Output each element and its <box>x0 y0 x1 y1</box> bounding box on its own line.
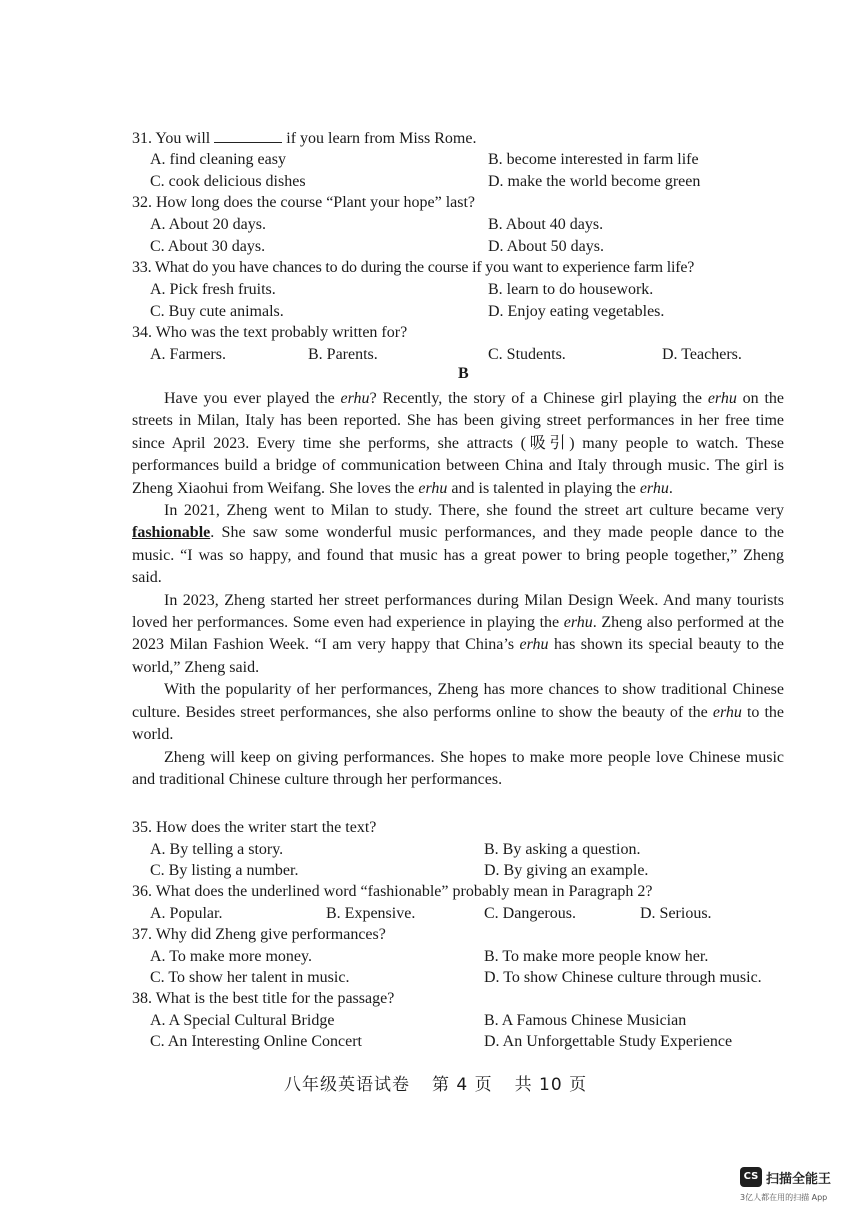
total-pages: 共 10 页 <box>514 1075 588 1095</box>
option-c: C. Students. <box>488 346 566 363</box>
watermark-tagline: 3亿人都在用的扫描 App <box>740 1193 828 1202</box>
question-31 <box>132 128 476 149</box>
page-footer <box>284 1070 609 1095</box>
option-c: C. Dangerous. <box>484 905 576 922</box>
paragraph-5: Zheng will keep on giving performances. She hopes to make more people love Chinese music and traditional Chinese culture through her performances. <box>132 748 784 788</box>
camscanner-logo-icon: CS <box>740 1167 762 1187</box>
paragraph-3: In 2023, Zheng started her street performances during Milan Design Week. And many tourists loved her performances. Some even had experience in playing the erhu. Zheng also performed at the 2023 Milan Fashion Week. “I am very happy that China’s erhu has shown its special beauty to the world,” Zheng said. <box>132 591 784 676</box>
option-c: C. Buy cute animals. <box>150 303 284 320</box>
question-stem-end: if you learn from Miss Rome. <box>286 130 477 147</box>
question-33: 33. What do you have chances to do during the course if you want to experience farm life? <box>132 259 695 276</box>
option-c: C. cook delicious dishes <box>150 173 306 190</box>
option-a: A. By telling a story. <box>150 841 284 858</box>
option-d: D. Teachers. <box>662 346 742 363</box>
question-32: 32. How long does the course “Plant your hope” last? <box>132 194 476 211</box>
option-b: B. become interested in farm life <box>488 151 699 168</box>
question-36: 36. What does the underlined word “fashionable” probably mean in Paragraph 2? <box>132 883 653 900</box>
question-34: 34. Who was the text probably written for? <box>132 324 408 341</box>
option-b: B. About 40 days. <box>488 216 604 233</box>
answer-blank <box>214 128 282 143</box>
option-b: B. A Famous Chinese Musician <box>484 1012 687 1029</box>
option-d: D. Enjoy eating vegetables. <box>488 303 665 320</box>
option-b: B. By asking a question. <box>484 841 641 858</box>
option-b: B. learn to do housework. <box>488 281 654 298</box>
option-c: C. An Interesting Online Concert <box>150 1033 362 1050</box>
option-c: C. By listing a number. <box>150 862 299 879</box>
option-a: A. Farmers. <box>150 346 226 363</box>
question-37: 37. Why did Zheng give performances? <box>132 926 386 943</box>
option-a: A. To make more money. <box>150 948 312 965</box>
paper-name: 八年级英语试卷 <box>284 1075 410 1095</box>
paragraph-2: In 2021, Zheng went to Milan to study. There, she found the street art culture became very fashionable. She saw some wonderful music performances, and they made people dance to the music. “I was so happy, and found that music has a great power to bring people together,” Zheng said. <box>132 502 784 587</box>
option-a: A. About 20 days. <box>150 216 266 233</box>
option-b: B. Expensive. <box>326 905 416 922</box>
paragraph-1: Have you ever played the erhu? Recently, the story of a Chinese girl playing the erhu on the streets in Milan, Italy has been reported. She has been giving street performances in her free time since April 2023. Every time she performs, she attracts (吸引) many people to watch. These performances build a bridge of communication between China and Italy through music. The girl is Zheng Xiaohui from Weifang. She loves the erhu and is talented in playing the erhu. <box>132 390 785 497</box>
question-35: 35. How does the writer start the text? <box>132 819 377 836</box>
option-d: D. An Unforgettable Study Experience <box>484 1033 733 1050</box>
question-38: 38. What is the best title for the passage? <box>132 990 395 1007</box>
option-b: B. To make more people know her. <box>484 948 709 965</box>
option-a: A. Pick fresh fruits. <box>150 281 276 298</box>
paragraph-4: With the popularity of her performances, Zheng has more chances to show traditional Chinese culture. Besides street performances, she also performs online to show the beauty of the erhu to the world. <box>132 681 784 744</box>
option-a: A. A Special Cultural Bridge <box>150 1012 335 1029</box>
option-c: C. About 30 days. <box>150 238 266 255</box>
option-a: A. Popular. <box>150 905 223 922</box>
page-number: 第 4 页 <box>432 1075 493 1095</box>
underlined-word: fashionable <box>132 524 211 542</box>
option-a: A. find cleaning easy <box>150 151 286 168</box>
option-c: C. To show her talent in music. <box>150 969 350 986</box>
option-d: D. By giving an example. <box>484 862 649 879</box>
scanner-watermark <box>740 1167 850 1207</box>
option-d: D. Serious. <box>640 905 712 922</box>
option-d: D. About 50 days. <box>488 238 604 255</box>
watermark-name: 扫描全能王 <box>766 1172 832 1187</box>
option-d: D. make the world become green <box>488 173 701 190</box>
section-title: B <box>458 365 469 382</box>
question-stem: 31. You will <box>132 130 211 147</box>
option-b: B. Parents. <box>308 346 378 363</box>
reading-passage <box>132 388 784 791</box>
option-d: D. To show Chinese culture through music. <box>484 969 762 986</box>
